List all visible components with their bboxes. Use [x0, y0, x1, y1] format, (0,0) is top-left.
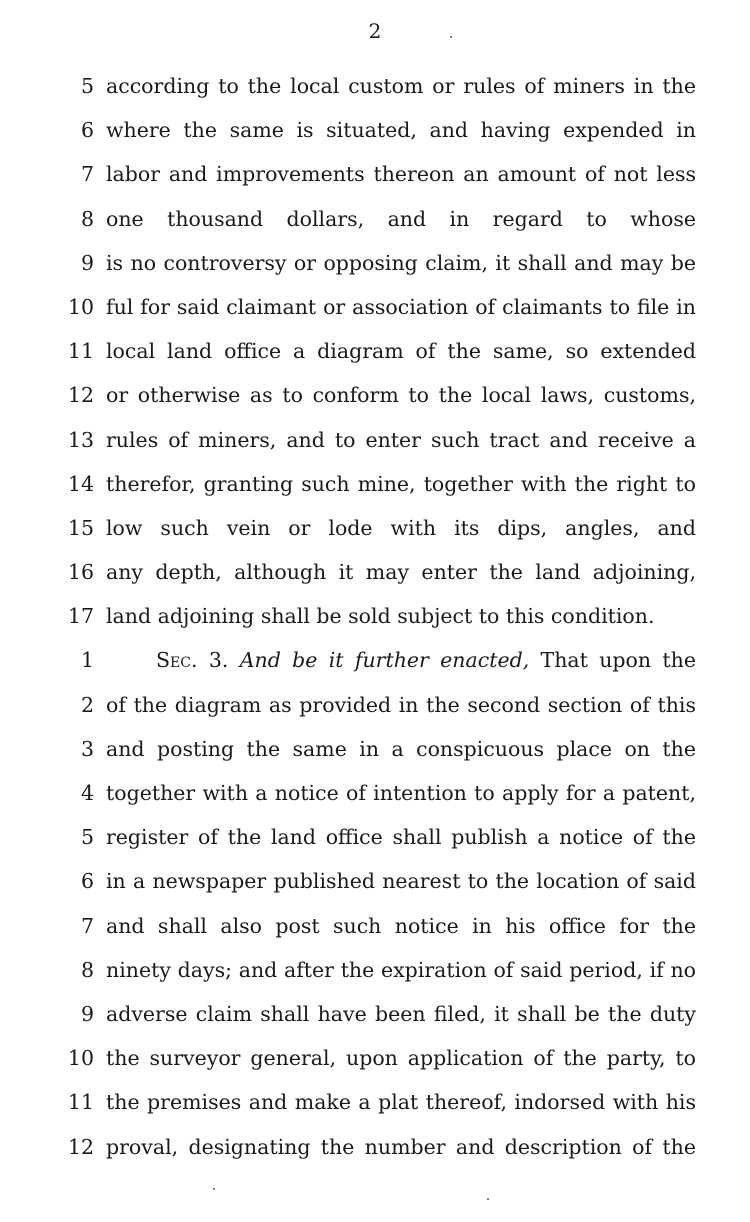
line-text: according to the local custom or rules of miners in the: [106, 74, 696, 98]
line-text: labor and improvements thereon an amount of not less: [106, 162, 696, 187]
line-number: 8: [80, 957, 94, 982]
line-text: one thousand dollars, and in regard to whose: [106, 206, 696, 231]
line-number: 6: [80, 118, 94, 143]
line-text: of the diagram as provided in the second section of this: [106, 692, 696, 717]
line-number: 14: [67, 471, 94, 496]
line-number: 10: [67, 294, 94, 319]
line-text: and shall also post such notice in his office for the: [106, 913, 696, 938]
section-heading-line: [0, 638, 750, 682]
text-line: [0, 815, 750, 859]
text-line: [0, 771, 750, 815]
text-line: [0, 1125, 750, 1169]
line-text: land adjoining shall be sold subject to this condition.: [106, 604, 655, 629]
text-line: [0, 992, 750, 1036]
text-line: [0, 418, 750, 462]
line-text: where the same is situated, and having expended in: [106, 118, 696, 143]
line-number: 4: [80, 781, 94, 805]
line-text: the surveyor general, upon application of the party, to: [106, 1046, 696, 1071]
page-number: 2: [368, 19, 382, 43]
text-line: [0, 727, 750, 771]
line-number: 11: [67, 339, 94, 364]
line-number: 16: [67, 560, 94, 585]
line-text: in a newspaper published nearest to the location of said: [106, 869, 696, 894]
line-number: 5: [80, 74, 94, 98]
line-number: 7: [80, 913, 94, 938]
line-number: 5: [80, 825, 94, 850]
text-line: [0, 241, 750, 285]
line-number: 7: [80, 162, 94, 187]
line-number: 2: [80, 692, 94, 717]
line-number: 8: [80, 206, 94, 231]
line-number: 3: [80, 736, 94, 761]
line-text: the premises and make a plat thereof, indorsed with his: [106, 1090, 696, 1115]
text-line: [0, 948, 750, 992]
text-line: [0, 285, 750, 329]
line-number: 15: [67, 515, 94, 540]
text-line: [0, 108, 750, 152]
text-line: [0, 683, 750, 727]
text-line: [0, 550, 750, 594]
text-line: [0, 1080, 750, 1124]
text-line: [0, 329, 750, 373]
line-text: local land office a diagram of the same, so extended: [106, 339, 696, 364]
text-line: [0, 373, 750, 417]
scan-speck: [213, 1188, 215, 1190]
line-number: 17: [67, 604, 94, 629]
text-line: [0, 197, 750, 241]
line-text: together with a notice of intention to apply for a patent,: [106, 781, 696, 805]
line-text: rules of miners, and to enter such tract and receive a: [106, 427, 696, 452]
line-text: ninety days; and after the expiration of said period, if no: [106, 957, 696, 982]
scan-speck: [487, 1198, 489, 1200]
line-text: any depth, although it may enter the land adjoining,: [106, 560, 696, 585]
line-text: ful for said claimant or association of claimants to file in: [106, 294, 696, 319]
text-line: [0, 462, 750, 506]
line-text: or otherwise as to conform to the local laws, customs,: [106, 383, 696, 408]
line-number: 9: [80, 1001, 94, 1026]
line-text: is no controversy or opposing claim, it shall and may be: [106, 250, 696, 275]
line-number: 6: [80, 869, 94, 894]
line-text: [106, 638, 696, 682]
line-text: register of the land office shall publish a notice of the: [106, 825, 696, 850]
text-line: [0, 859, 750, 903]
line-text: therefor, granting such mine, together with the right to: [106, 471, 696, 496]
line-text: and posting the same in a conspicuous place on the: [106, 736, 696, 761]
text-line: [0, 594, 750, 638]
text-line: [0, 64, 750, 108]
text-line: [0, 1036, 750, 1080]
line-remainder: That upon the: [540, 648, 696, 673]
line-text: adverse claim shall have been filed, it shall be the duty: [106, 1001, 696, 1026]
line-number: 12: [67, 383, 94, 408]
line-number: 10: [67, 1046, 94, 1071]
section-label: Sec. 3.: [156, 648, 229, 673]
line-number: 11: [67, 1090, 94, 1115]
line-text: low such vein or lode with its dips, angles, and: [106, 515, 696, 540]
text-line: [0, 904, 750, 948]
enacting-clause: And be it further enacted,: [239, 648, 530, 673]
line-number: 13: [67, 427, 94, 452]
text-line: [0, 506, 750, 550]
line-number: 9: [80, 250, 94, 275]
line-number: 12: [67, 1134, 94, 1159]
text-body: [0, 64, 750, 1169]
line-text: proval, designating the number and description of the: [106, 1134, 696, 1159]
line-number: 1: [80, 648, 94, 673]
scan-speck: [450, 36, 452, 38]
text-line: [0, 152, 750, 196]
